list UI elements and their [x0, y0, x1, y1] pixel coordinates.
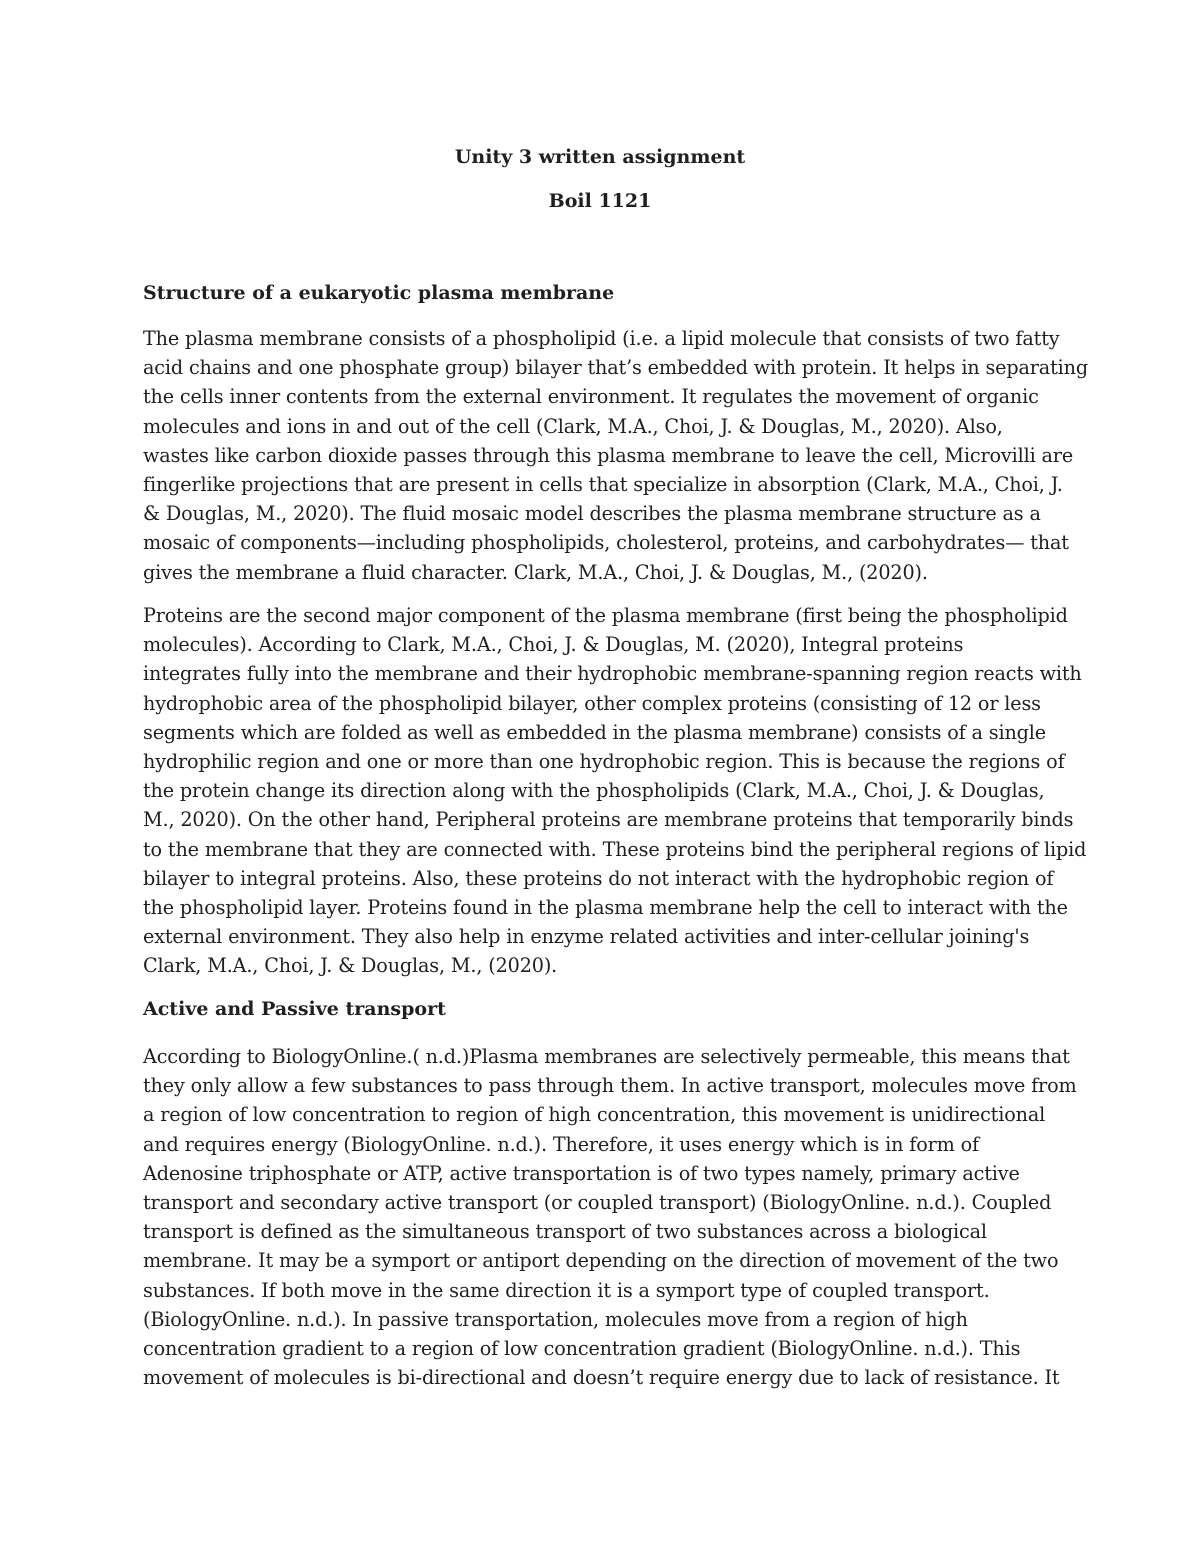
text-line: bilayer to integral proteins. Also, these proteins do not interact with the hydrophobic region of [143, 866, 1054, 890]
section-heading-membrane-structure: Structure of a eukaryotic plasma membrane [143, 282, 615, 304]
text-line: fingerlike projections that are present in cells that specialize in absorption (Clark, M.A., Choi, J. [143, 472, 1063, 496]
text-line: & Douglas, M., 2020). The fluid mosaic model describes the plasma membrane structure as a [143, 502, 1041, 526]
text-line: hydrophobic area of the phospholipid bilayer, other complex proteins (consisting of 12 or less [143, 691, 1041, 715]
text-line: concentration gradient to a region of low concentration gradient (BiologyOnline. n.d.). This [143, 1336, 1021, 1360]
paragraph-transport [143, 1042, 1077, 1392]
text-line: the cells inner contents from the external environment. It regulates the movement of organic [143, 385, 1039, 409]
text-line: integrates fully into the membrane and their hydrophobic membrane-spanning region reacts with [143, 662, 1082, 686]
paragraph-membrane-structure [143, 324, 1088, 587]
text-line: transport and secondary active transport (or coupled transport) (BiologyOnline. n.d.). Coupled [143, 1190, 1052, 1214]
text-line: membrane. It may be a symport or antiport depending on the direction of movement of the two [143, 1249, 1059, 1273]
text-line: According to BiologyOnline.( n.d.)Plasma membranes are selectively permeable, this means that [143, 1045, 1070, 1068]
text-line: and requires energy (BiologyOnline. n.d.). Therefore, it uses energy which is in form of [143, 1132, 979, 1156]
text-line: hydrophilic region and one or more than one hydrophobic region. This is because the regions of [143, 749, 1065, 773]
text-line: Proteins are the second major component of the plasma membrane (first being the phospholipid [143, 604, 1068, 627]
text-line: movement of molecules is bi-directional and doesn’t require energy due to lack of resistance. It [143, 1366, 1060, 1390]
text-line: substances. If both move in the same direction it is a symport type of coupled transport. [143, 1278, 990, 1302]
text-line: molecules). According to Clark, M.A., Choi, J. & Douglas, M. (2020), Integral proteins [143, 633, 964, 657]
text-line: segments which are folded as well as embedded in the plasma membrane) consists of a single [143, 720, 1046, 744]
text-line: transport is defined as the simultaneous transport of two substances across a biological [143, 1220, 987, 1244]
paragraph-membrane-proteins [143, 601, 1087, 980]
text-line: to the membrane that they are connected with. These proteins bind the peripheral regions of lipid [143, 837, 1087, 861]
text-line: wastes like carbon dioxide passes through this plasma membrane to leave the cell, Microvilli are [143, 443, 1074, 467]
text-line: external environment. They also help in enzyme related activities and inter-cellular joining's [143, 925, 1030, 949]
document-title: Unity 3 written assignment [454, 146, 746, 168]
text-line: acid chains and one phosphate group) bilayer that’s embedded with protein. It helps in separating [143, 356, 1088, 380]
text-line: the phospholipid layer. Proteins found in the plasma membrane help the cell to interact with the [143, 895, 1068, 919]
text-line: (BiologyOnline. n.d.). In passive transportation, molecules move from a region of high [143, 1307, 968, 1331]
section-heading-transport: Active and Passive transport [143, 998, 446, 1020]
course-code: Boil 1121 [548, 190, 652, 212]
text-line: they only allow a few substances to pass through them. In active transport, molecules move from [143, 1074, 1077, 1098]
text-line: the protein change its direction along with the phospholipids (Clark, M.A., Choi, J. & Douglas, [143, 779, 1045, 803]
text-line: Clark, M.A., Choi, J. & Douglas, M., (2020). [143, 954, 558, 978]
text-line: The plasma membrane consists of a phospholipid (i.e. a lipid molecule that consists of two fatty [143, 327, 1060, 350]
text-line: molecules and ions in and out of the cell (Clark, M.A., Choi, J. & Douglas, M., 2020). Also, [143, 414, 1003, 438]
text-line: mosaic of components—including phospholipids, cholesterol, proteins, and carbohydrates— that [143, 531, 1069, 555]
text-line: Adenosine triphosphate or ATP, active transportation is of two types namely, primary active [143, 1161, 1020, 1185]
text-line: a region of low concentration to region of high concentration, this movement is unidirectional [143, 1103, 1046, 1127]
text-line: gives the membrane a fluid character. Clark, M.A., Choi, J. & Douglas, M., (2020). [143, 560, 928, 584]
text-line: M., 2020). On the other hand, Peripheral proteins are membrane proteins that temporarily binds [143, 808, 1074, 832]
